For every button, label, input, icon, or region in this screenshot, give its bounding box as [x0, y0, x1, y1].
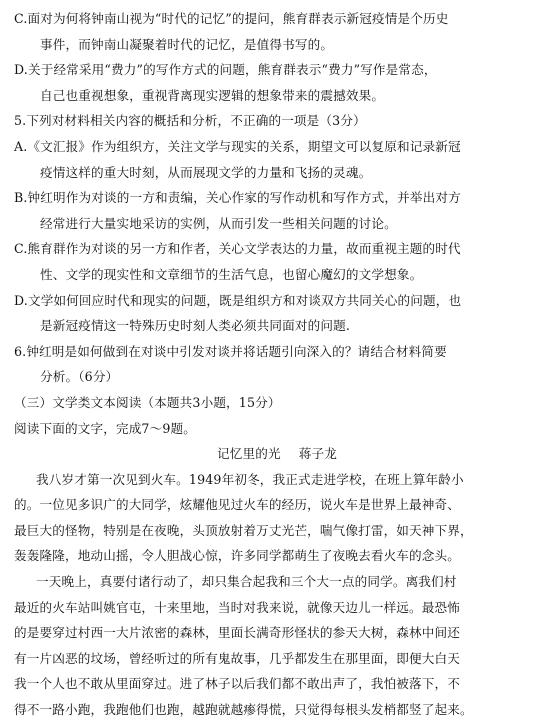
option-b-line-2: 经常进行大量实地采访的实例，从而引发一些相关问题的讨论。: [40, 215, 397, 231]
section-heading: （三）文学类文本阅读（本题共3小题，15分）: [14, 394, 281, 410]
option-d-line-2: 是新冠疫情这一特殊历史时刻人类必须共同面对的问题.: [40, 318, 351, 334]
article-paragraph-1-line-2: 的。一位见多识广的大同学，炫耀他见过火车的经历，说火车是世界上最神奇、: [14, 497, 461, 513]
option-5d-line-2: 自己也重视想象，重视背离现实逻辑的想象带来的震撼效果。: [40, 87, 385, 103]
option-c-line-1: C.熊育群作为对谈的另一方和作者，关心文学表达的力量，故而重视主题的时代: [14, 241, 461, 257]
article-paragraph-2-line-5: 我一个人也不敢从里面穿过。进了林子以后我们都不敢出声了，我怕被落下，不: [14, 676, 461, 692]
article-paragraph-2-line-1: 一天晚上，真要付诸行动了，却只集合起我和三个大一点的同学。离我们村: [36, 574, 457, 590]
question-5-stem: 5.下列对材料相关内容的概括和分析，不正确的一项是（3分）: [14, 113, 366, 129]
option-5c-line-2: 事件，而钟南山凝聚着时代的记忆，是值得书写的。: [40, 36, 334, 52]
option-a-line-1: A.《文汇报》作为组织方，关注文学与现实的关系，期望文可以复原和记录新冠: [14, 138, 461, 154]
article-heading: [14, 441, 540, 467]
article-author: 蒋子龙: [298, 446, 337, 462]
option-5c-line-1: C.面对为何将钟南山视为“时代的记忆”的提问，熊育群表示新冠疫情是个历史: [14, 11, 449, 26]
question-6-line-1: 6.钟红明是如何做到在对谈中引发对谈并将话题引向深入的？请结合材料简要: [14, 343, 447, 359]
article-paragraph-1-line-4: 轰轰隆隆，地动山摇，令人胆战心惊，许多同学都萌生了夜晚去看火车的念头。: [14, 548, 461, 564]
article-title: 记忆里的光: [217, 446, 281, 462]
article-paragraph-2-line-3: 的是要穿过村西一大片浓密的森林，里面长满奇形怪状的参天大树，森林中间还: [14, 625, 461, 641]
option-a-line-2: 疫情这样的重大时刻，从而展现文学的力量和飞扬的灵魂。: [40, 164, 372, 180]
reading-instruction: 阅读下面的文字，完成7～9题。: [14, 420, 196, 436]
option-c-line-2: 性、文学的现实性和文章细节的生活气息，也留心魔幻的文学想象。: [40, 266, 423, 282]
option-d-line-1: D.文学如何回应时代和现实的问题，既是组织方和对谈双方共同关心的问题，也: [14, 292, 462, 308]
option-b-line-1: B.钟红明作为对谈的一方和责编，关心作家的写作动机和写作方式，并举出对方: [14, 190, 461, 206]
option-5d-line-1: D.关于经常采用“费力”的写作方式的问题，熊育群表示“费力”写作是常态，: [14, 62, 437, 78]
article-paragraph-1-line-1: 我八岁才第一次见到火车。1949年初冬，我正式走进学校，在班上算年龄小: [36, 471, 464, 487]
article-paragraph-2-line-6: 得不一路小跑，我跑他们也跑，越跑就越瘆得慌，只觉得每根头发梢都竖了起来。: [14, 702, 473, 718]
article-paragraph-2-line-2: 最近的火车站叫姚官屯，十来里地，当时对我来说，就像天边儿一样远。最恐怖: [14, 599, 461, 615]
article-paragraph-1-line-3: 最巨大的怪物，特别是在夜晚，头顶放射着万丈光芒，喘气像打雷，如天神下界，: [14, 522, 473, 538]
article-paragraph-2-line-4: 有一片凶恶的坟场，曾经听过的所有鬼故事，几乎都发生在那里面，即便大白天: [14, 650, 461, 666]
question-6-line-2: 分析。（6分）: [40, 369, 119, 385]
